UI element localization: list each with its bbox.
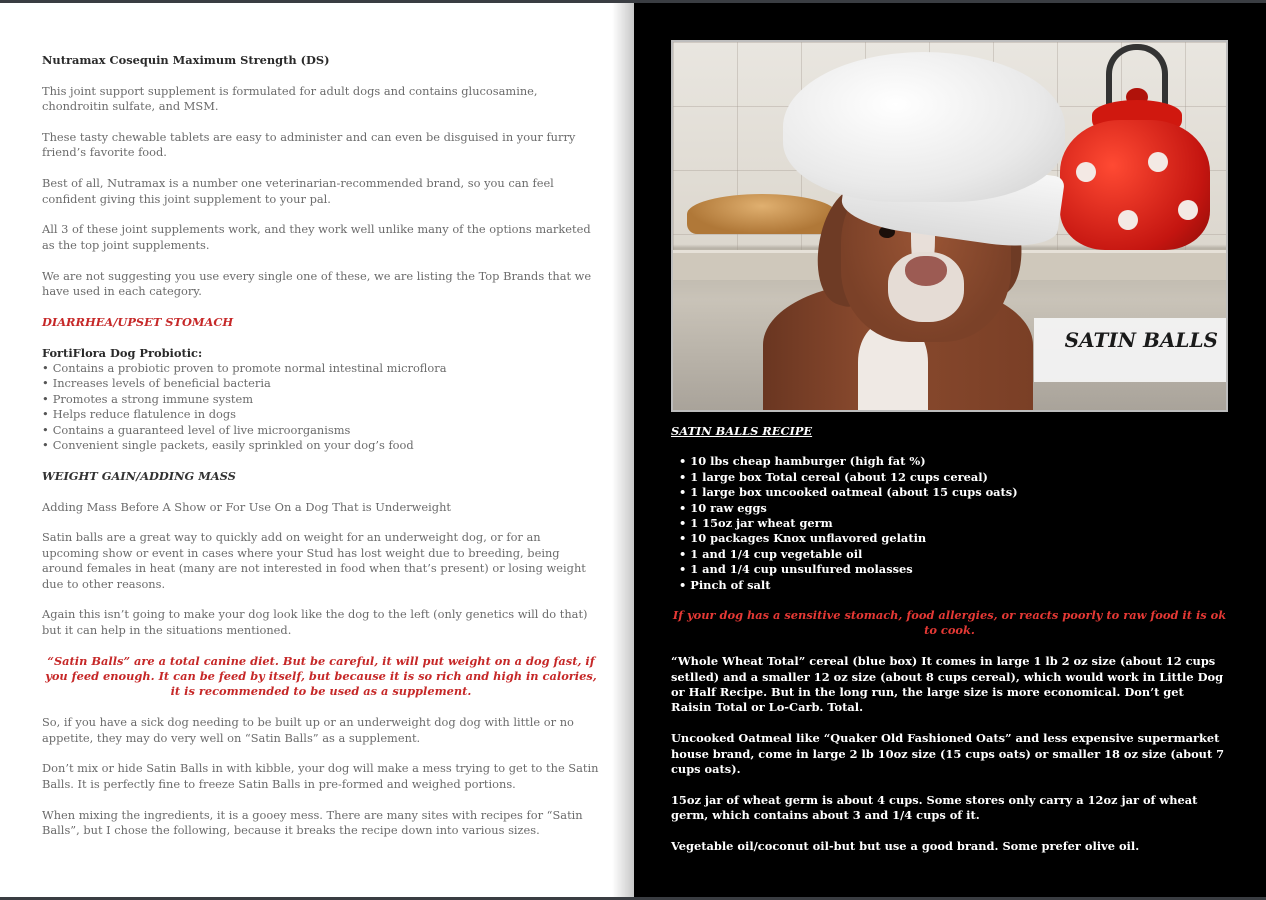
- list-item: • 1 large box uncooked oatmeal (about 15 cups oats): [679, 485, 1228, 500]
- list-item: • 10 lbs cheap hamburger (high fat %): [679, 454, 1228, 469]
- paragraph: When mixing the ingredients, it is a gooey mess. There are many sites with recipes for “Satin Balls”, but I chose the following, because it breaks the recipe down into various sizes.: [42, 807, 583, 838]
- paragraph: We are not suggesting you use every single one of these, we are listing the Top Brands that we have used in each category.: [42, 268, 592, 299]
- paragraph: These tasty chewable tablets are easy to administer and can even be disguised in your furry friend’s favorite food.: [42, 130, 576, 160]
- photo-caption: SATIN BALLS: [1034, 318, 1226, 382]
- paragraph: Best of all, Nutramax is a number one veterinarian-recommended brand, so you can feel confident giving this joint supplement to your pal.: [42, 176, 554, 206]
- paragraph: Satin balls are a great way to quickly add on weight for an underweight dog, or for an upcoming show or event in cases where your Stud has lost weight due to breeding, being around females in heat (many are not interested in food when that’s present) or losing weight due to other reasons.: [42, 530, 586, 591]
- left-page: [0, 3, 634, 897]
- list-item: • Convenient single packets, easily sprinkled on your dog’s food: [42, 438, 600, 453]
- section-title-diarrhea: DIARRHEA/UPSET STOMACH: [42, 314, 234, 329]
- probiotic-list: [42, 361, 600, 453]
- dog-nose: [905, 256, 947, 286]
- chef-dog-photo: [671, 40, 1228, 412]
- list-item: • 1 large box Total cereal (about 12 cups cereal): [679, 470, 1228, 485]
- paragraph: Vegetable oil/coconut oil-but but use a good brand. Some prefer olive oil.: [671, 839, 1140, 854]
- kettle-dot: [1076, 162, 1096, 182]
- paragraph: Adding Mass Before A Show or For Use On a Dog That is Underweight: [42, 499, 452, 514]
- right-page: [634, 3, 1266, 897]
- list-item: • 1 and 1/4 cup vegetable oil: [679, 547, 1228, 562]
- list-item: • 1 and 1/4 cup unsulfured molasses: [679, 562, 1228, 577]
- section-title-weight: WEIGHT GAIN/ADDING MASS: [42, 468, 236, 483]
- cooking-warning: If your dog has a sensitive stomach, food allergies, or reacts poorly to raw food it is ok to cook.: [672, 608, 1227, 638]
- list-item: • 10 packages Knox unflavored gelatin: [679, 531, 1228, 546]
- probiotic-heading: FortiFlora Dog Probiotic:: [42, 345, 203, 360]
- paragraph: All 3 of these joint supplements work, and they work well unlike many of the options marketed as the top joint supplements.: [42, 222, 591, 252]
- product-heading: Nutramax Cosequin Maximum Strength (DS): [42, 53, 330, 67]
- kettle-dot: [1178, 200, 1198, 220]
- list-item: • 10 raw eggs: [679, 501, 1228, 516]
- paragraph: So, if you have a sick dog needing to be built up or an underweight dog dog with little or no appetite, they may do very well on “Satin Balls” as a supplement.: [42, 715, 574, 745]
- recipe-title: SATIN BALLS RECIPE: [671, 424, 813, 438]
- kettle-body: [1060, 120, 1210, 250]
- paragraph: Uncooked Oatmeal like “Quaker Old Fashioned Oats” and less expensive supermarket house brand, come in large 2 lb 10oz size (15 cups oats) or smaller 18 oz size (about 7 cups oats).: [671, 731, 1225, 777]
- paragraph: 15oz jar of wheat germ is about 4 cups. Some stores only carry a 12oz jar of wheat germ, which contains about 3 and 1/4 cups of it.: [671, 792, 1198, 823]
- list-item: • Promotes a strong immune system: [42, 392, 600, 407]
- paragraph: “Whole Wheat Total” cereal (blue box) It comes in large 1 lb 2 oz size (about 12 cups setlled) and a smaller 12 oz size (about 8 cups cereal), which would work in Little Dog or Half Recipe. But in the long run, the large size is more economical. Don’t get Raisin Total or Lo-Carb. Total.: [671, 654, 1224, 715]
- list-item: • Contains a guaranteed level of live microorganisms: [42, 423, 600, 438]
- red-kettle: [1052, 82, 1222, 252]
- list-item: • Helps reduce flatulence in dogs: [42, 407, 600, 422]
- list-item: • Increases levels of beneficial bacteria: [42, 376, 600, 391]
- paragraph: Don’t mix or hide Satin Balls in with kibble, your dog will make a mess trying to get to the Satin Balls. It is perfectly fine to freeze Satin Balls in pre-formed and weighed portions.: [42, 761, 599, 791]
- chef-hat: [783, 52, 1065, 242]
- paragraph: Again this isn’t going to make your dog look like the dog to the left (only genetics will do that) but it can help in the situations mentioned.: [42, 607, 588, 637]
- kettle-dot: [1118, 210, 1138, 230]
- chef-hat-puff: [783, 52, 1065, 202]
- satin-balls-warning: “Satin Balls” are a total canine diet. But be careful, it will put weight on a dog fast, if you feed enough. It can be feed by itself, but because it is so rich and high in calories, it is recommended to be used as a supplement.: [45, 653, 597, 699]
- list-item: • 1 15oz jar wheat germ: [679, 516, 1228, 531]
- kettle-dot: [1148, 152, 1168, 172]
- ingredient-list: [679, 454, 1228, 593]
- paragraph: This joint support supplement is formulated for adult dogs and contains glucosamine, chondroitin sulfate, and MSM.: [42, 83, 538, 114]
- list-item: • Contains a probiotic proven to promote normal intestinal microflora: [42, 361, 600, 376]
- list-item: • Pinch of salt: [679, 578, 1228, 593]
